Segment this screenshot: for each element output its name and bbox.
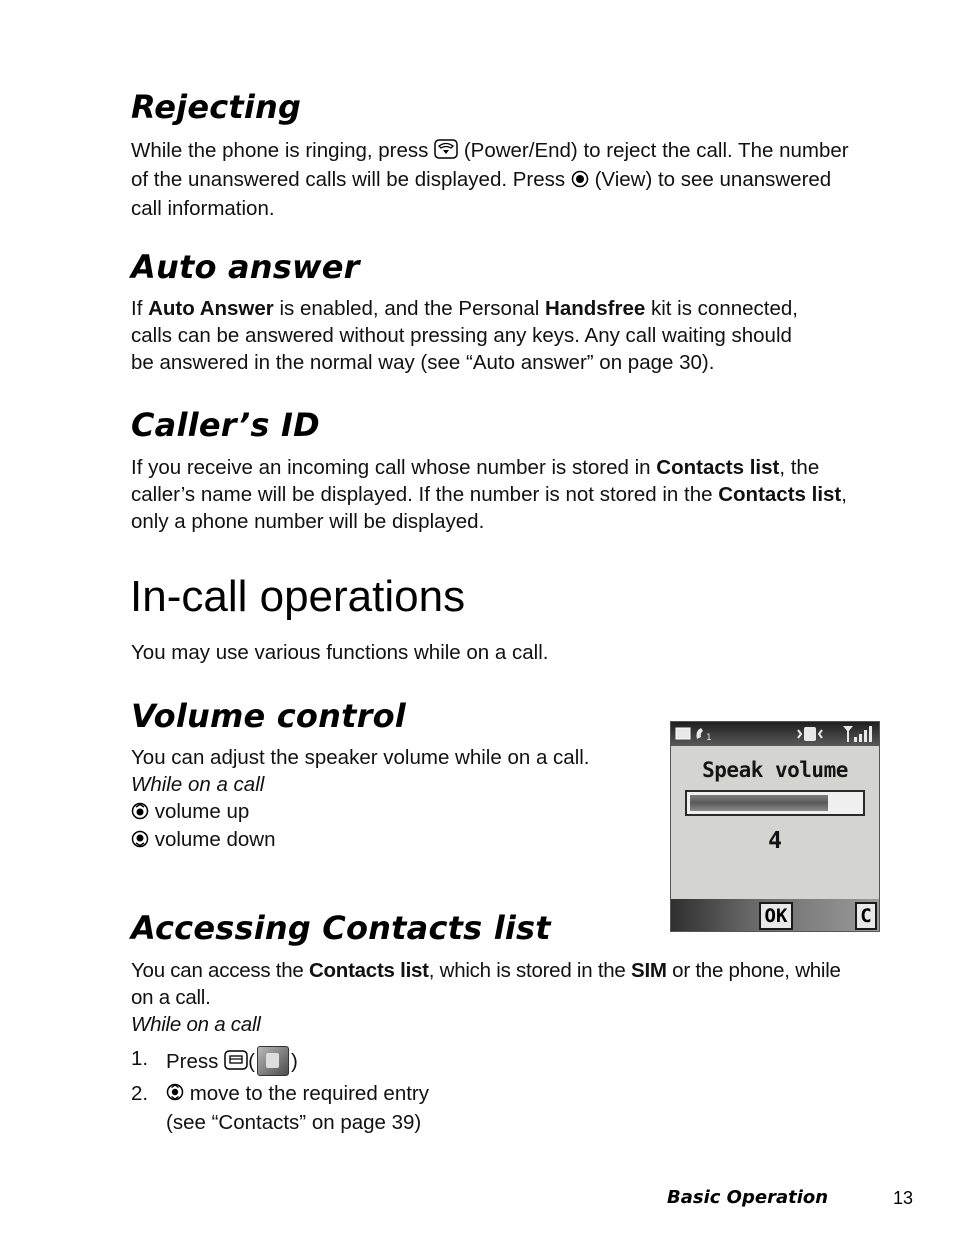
vibrate-icon [795, 725, 825, 748]
text: of the unanswered calls will be displayed. Press [131, 167, 566, 191]
text: is enabled, and the Personal [273, 297, 546, 320]
contacts-softkey-icon [257, 1046, 289, 1076]
volume-bar-fill [690, 795, 828, 811]
paragraph-rejecting [131, 138, 849, 222]
text: If [131, 297, 149, 320]
text: (View) to see unanswered [594, 167, 832, 191]
text: ) [290, 1050, 298, 1073]
paragraph-callers-id [131, 455, 847, 535]
paragraph-volume-control [131, 745, 590, 856]
power-end-key-icon [434, 139, 458, 167]
step-number: 2. [131, 1081, 149, 1105]
text: (Power/End) to reject the call. The number [463, 139, 849, 162]
footer-section-title: Basic Operation [667, 1187, 829, 1208]
term-auto-answer: Auto Answer [148, 297, 274, 320]
term-contacts-list: Contacts list [718, 482, 842, 506]
text: only a phone number will be displayed. [131, 509, 485, 533]
navigation-center-key-icon [571, 169, 589, 196]
list-item [131, 1081, 429, 1137]
volume-level: 4 [768, 828, 782, 854]
svg-text:1: 1 [706, 733, 712, 743]
while-on-call-label: While on a call [131, 1012, 261, 1036]
text: call information. [131, 196, 275, 220]
paragraph-in-call-intro: You may use various functions while on a call. [131, 641, 549, 664]
paragraph-auto-answer [131, 296, 798, 376]
term-contacts-list: Contacts list [656, 456, 780, 479]
heading-rejecting: Rejecting [131, 88, 302, 126]
text: (see “Contacts” on page 39) [166, 1110, 422, 1134]
signal-strength-icon [841, 724, 877, 749]
text: , which is stored in the [428, 959, 632, 982]
page-number: 13 [893, 1188, 914, 1208]
text: While the phone is ringing, press [131, 139, 429, 162]
volume-bar [685, 790, 865, 816]
heading-in-call-operations: In-call operations [130, 572, 466, 621]
heading-accessing-contacts-list: Accessing Contacts list [131, 909, 551, 947]
softkey-ok[interactable]: OK [759, 902, 793, 930]
list-item [131, 1046, 429, 1078]
term-handsfree: Handsfree [545, 297, 646, 320]
while-on-call-label: While on a call [131, 772, 265, 796]
navigation-up-down-key-icon [166, 1082, 184, 1110]
phone-screen-title: Speak volume [702, 758, 848, 782]
navigation-down-key-icon [131, 829, 149, 856]
text: kit is connected, [645, 297, 798, 320]
heading-auto-answer: Auto answer [131, 248, 360, 286]
steps-list [131, 1046, 429, 1136]
text: volume up [154, 799, 250, 823]
text: or the phone, while [666, 959, 841, 982]
text: move to the required entry [189, 1081, 429, 1105]
text: caller’s name will be displayed. If the number is not stored in the [131, 482, 719, 506]
text: on a call. [131, 985, 211, 1009]
text: You can adjust the speaker volume while on a call. [131, 746, 590, 769]
text: You can access the [131, 959, 309, 982]
message-call-icons [675, 725, 715, 748]
heading-volume-control: Volume control [131, 697, 406, 735]
text: calls can be answered without pressing any keys. Any call waiting should [131, 323, 792, 347]
text: be answered in the normal way (see “Auto answer” on page 30). [131, 350, 715, 374]
step-number: 1. [131, 1047, 149, 1070]
term-contacts-list: Contacts list [308, 959, 429, 982]
text: If you receive an incoming call whose number is stored in [131, 456, 657, 479]
phone-screen [670, 721, 880, 932]
text: , [841, 482, 847, 506]
softkey-bar [671, 899, 879, 931]
status-bar [671, 722, 879, 746]
navigation-up-key-icon [131, 801, 149, 828]
text: , the [779, 456, 820, 479]
softkey-c[interactable]: C [855, 902, 877, 930]
term-sim: SIM [631, 959, 667, 982]
left-softkey-icon [224, 1050, 248, 1078]
text: volume down [154, 828, 276, 852]
heading-callers-id: Caller’s ID [131, 406, 320, 444]
paragraph-contacts [131, 958, 841, 1038]
text: Press [166, 1050, 219, 1073]
text: ( [248, 1050, 255, 1073]
